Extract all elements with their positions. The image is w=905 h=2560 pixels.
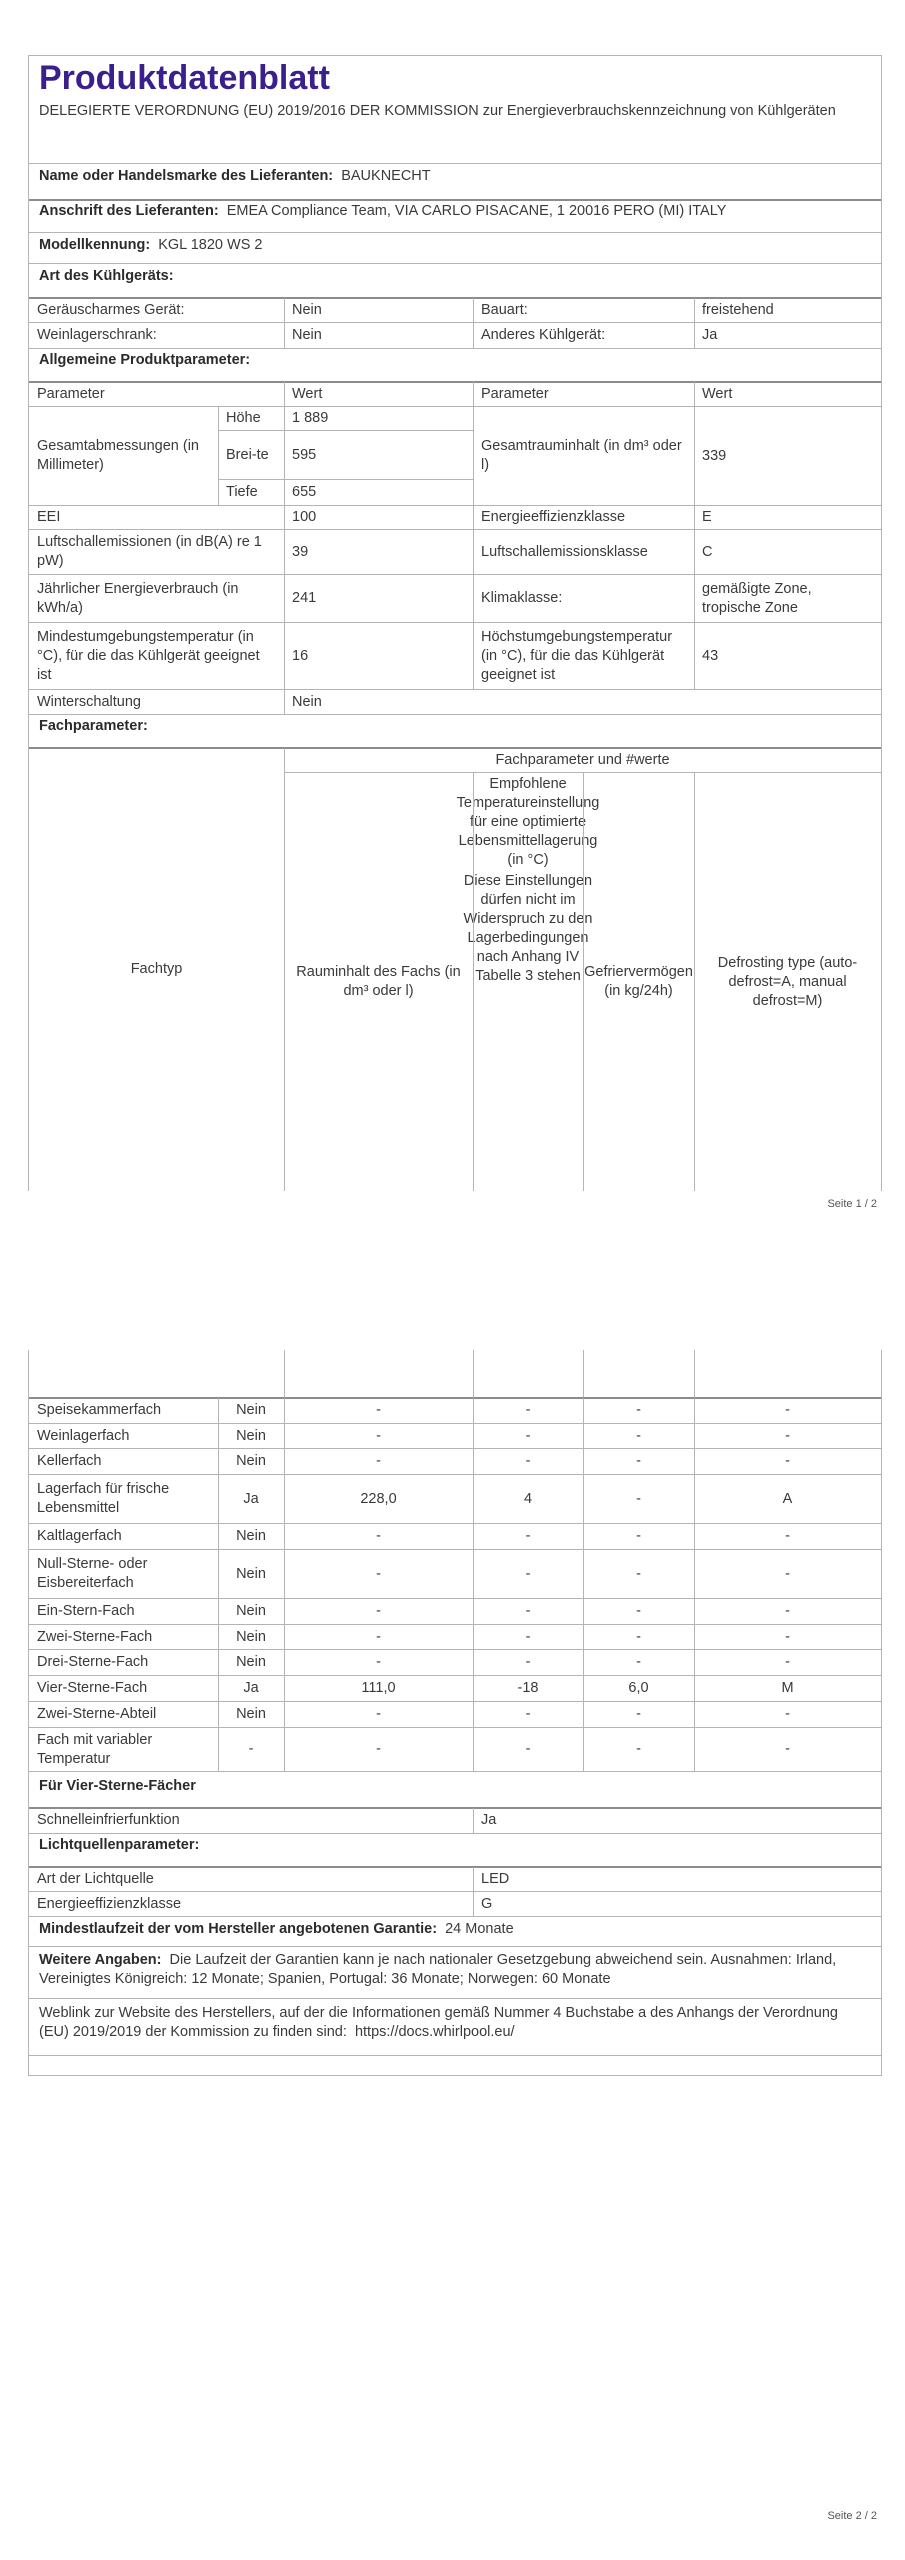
value-header-2: Wert bbox=[702, 385, 733, 402]
climate-class-label: Klimaklasse: bbox=[481, 590, 563, 606]
compartment-temp-setting: - bbox=[525, 1603, 531, 1619]
general-params-heading: Allgemeine Produktparameter: bbox=[39, 352, 251, 368]
volume-header: Rauminhalt des Fachs (in dm³ oder l) bbox=[296, 964, 461, 999]
compartment-temp-setting: 4 bbox=[523, 1490, 533, 1507]
compartment-freezing-capacity: - bbox=[636, 1603, 641, 1619]
compartment-volume: - bbox=[376, 1565, 381, 1582]
further-info-text: Die Laufzeit der Garantien kann je nach nationaler Gesetzgebung abweichend sein. Ausnahmen: Irland, Vereinigtes Königreich: 12 Monate; Spanien, Portugal: 36 Monate; Norwegen: 60 Monate bbox=[39, 1952, 837, 1987]
compartment-present: Nein bbox=[236, 1628, 266, 1645]
compartment-defrost-type: - bbox=[785, 1528, 790, 1544]
warranty-value: 24 Monate bbox=[445, 1921, 514, 1937]
compartment-temp-setting: - bbox=[525, 1565, 531, 1582]
compartment-present: Nein bbox=[236, 1402, 266, 1418]
compartment-temp-setting: - bbox=[525, 1402, 531, 1418]
fast-freeze-value: Ja bbox=[481, 1812, 497, 1828]
noise-label: Luftschallemissionen (in dB(A) re 1 pW) bbox=[37, 534, 262, 569]
compartment-name: Ein-Stern-Fach bbox=[37, 1603, 135, 1619]
wine-cabinet-value: Nein bbox=[292, 327, 322, 343]
compartment-name: Lagerfach für frische Lebensmittel bbox=[37, 1481, 170, 1516]
compartment-freezing-capacity: - bbox=[636, 1741, 641, 1757]
width-value: 595 bbox=[292, 446, 317, 463]
datasheet-part-1 bbox=[28, 55, 882, 1191]
compartment-freezing-capacity: - bbox=[636, 1654, 641, 1670]
compartment-name: Fach mit variabler Temperatur bbox=[37, 1731, 153, 1767]
design-type-label: Bauart: bbox=[481, 301, 528, 318]
eei-value: 100 bbox=[292, 509, 317, 525]
compartment-present: Ja bbox=[243, 1680, 259, 1696]
appliance-type-heading: Art des Kühlgeräts: bbox=[39, 268, 174, 284]
total-volume-value: 339 bbox=[702, 447, 727, 464]
compartment-volume: - bbox=[376, 1427, 381, 1444]
compartment-name: Null-Sterne- oder Eisbereiterfach bbox=[37, 1556, 148, 1591]
weblink-text: Weblink zur Website des Herstellers, auf der die Informationen gemäß Nummer 4 Buchstabe a des Anhangs der Verordnung (EU) 2019/2019 der Kommission zu finden sind: bbox=[39, 2005, 839, 2040]
light-source-type-label: Art der Lichtquelle bbox=[37, 1870, 154, 1887]
compartment-present: Nein bbox=[236, 1654, 266, 1670]
compartment-freezing-capacity: 6,0 bbox=[628, 1680, 649, 1696]
compartment-defrost-type: - bbox=[785, 1654, 790, 1670]
compartment-freezing-capacity: - bbox=[636, 1490, 641, 1507]
supplier-address-value: EMEA Compliance Team, VIA CARLO PISACANE, 1 20016 PERO (MI) ITALY bbox=[226, 203, 727, 219]
depth-value: 655 bbox=[292, 484, 317, 500]
weblink-info bbox=[29, 2004, 881, 2042]
compartment-defrost-type: - bbox=[785, 1453, 790, 1469]
compartment-present: Nein bbox=[236, 1706, 266, 1722]
compartment-defrost-type: - bbox=[785, 1565, 790, 1582]
design-type-value: freistehend bbox=[702, 301, 774, 318]
wine-cabinet-label: Weinlagerschrank: bbox=[37, 327, 157, 343]
compartment-volume: 111,0 bbox=[361, 1680, 396, 1696]
compartment-type-header: Fachtyp bbox=[130, 961, 183, 977]
compartment-volume: - bbox=[376, 1453, 381, 1469]
compartment-defrost-type: - bbox=[785, 1741, 790, 1757]
page-2 bbox=[0, 1330, 905, 2560]
compartment-volume: - bbox=[376, 1628, 381, 1645]
compartment-present: - bbox=[248, 1741, 254, 1757]
noise-value: 39 bbox=[292, 543, 309, 560]
temp-setting-header-b: Diese Einstellungen dürfen nicht im Widerspruch zu den Lagerbedingungen nach Anhang IV Tabelle 3 stehen bbox=[463, 873, 593, 984]
compartment-name: Zwei-Sterne-Fach bbox=[37, 1628, 153, 1645]
further-info bbox=[29, 1951, 881, 1989]
compartment-freezing-capacity: - bbox=[636, 1427, 641, 1444]
compartment-name: Vier-Sterne-Fach bbox=[37, 1680, 148, 1696]
compartment-present: Nein bbox=[236, 1565, 266, 1582]
compartment-temp-setting: - bbox=[525, 1427, 531, 1444]
compartment-defrost-type: A bbox=[782, 1490, 793, 1507]
compartment-name: Drei-Sterne-Fach bbox=[37, 1654, 149, 1670]
compartment-volume: - bbox=[376, 1402, 381, 1418]
compartment-temp-setting: - bbox=[525, 1654, 531, 1670]
compartment-freezing-capacity: - bbox=[636, 1565, 641, 1582]
regulation-text: DELEGIERTE VERORDNUNG (EU) 2019/2016 DER KOMMISSION zur Energieverbrauchskennzeichnung von Kühlgeräten bbox=[39, 103, 836, 119]
compartment-volume: - bbox=[376, 1654, 381, 1670]
compartment-present: Nein bbox=[236, 1528, 266, 1544]
low-noise-label: Geräuscharmes Gerät: bbox=[37, 301, 185, 318]
width-label: Brei-te bbox=[226, 446, 269, 463]
supplier-name-value: BAUKNECHT bbox=[341, 168, 431, 184]
total-volume-label: Gesamtrauminhalt (in dm³ oder l) bbox=[481, 438, 682, 473]
light-energy-class-value: G bbox=[481, 1895, 493, 1912]
compartment-freezing-capacity: - bbox=[636, 1453, 641, 1469]
depth-label: Tiefe bbox=[226, 484, 258, 500]
eei-label: EEI bbox=[37, 509, 61, 525]
max-ambient-temp-value: 43 bbox=[702, 647, 719, 664]
compartment-temp-setting: - bbox=[525, 1528, 531, 1544]
compartment-temp-setting: - bbox=[525, 1453, 531, 1469]
header bbox=[29, 58, 881, 121]
compartment-freezing-capacity: - bbox=[636, 1706, 641, 1722]
supplier-address-label: Anschrift des Lieferanten: bbox=[39, 203, 219, 219]
energy-class-value: E bbox=[702, 509, 712, 525]
warranty-label: Mindestlaufzeit der vom Hersteller angebotenen Garantie: bbox=[39, 1921, 438, 1937]
manufacturer-weblink[interactable]: https://docs.whirlpool.eu/ bbox=[354, 2024, 515, 2040]
compartment-temp-setting: - bbox=[525, 1741, 531, 1757]
compartment-present: Nein bbox=[236, 1603, 266, 1619]
compartment-temp-setting: - bbox=[525, 1706, 531, 1722]
warranty-row bbox=[29, 1920, 881, 1939]
min-ambient-temp-value: 16 bbox=[292, 647, 309, 664]
param-header: Parameter bbox=[37, 385, 105, 402]
compartment-name: Weinlagerfach bbox=[37, 1427, 130, 1444]
low-noise-value: Nein bbox=[292, 301, 322, 318]
freezing-capacity-header: Gefriervermögen (in kg/24h) bbox=[584, 964, 693, 999]
compartment-volume: - bbox=[376, 1603, 381, 1619]
supplier-name-label: Name oder Handelsmarke des Lieferanten: bbox=[39, 168, 334, 184]
compartment-name: Kellerfach bbox=[37, 1453, 102, 1469]
supplier-address-row bbox=[29, 202, 881, 221]
compartment-volume: - bbox=[376, 1528, 381, 1544]
annual-consumption-value: 241 bbox=[292, 590, 317, 606]
page-number-1: Seite 1 / 2 bbox=[827, 1198, 877, 1210]
compartment-defrost-type: - bbox=[785, 1427, 790, 1444]
dimensions-label: Gesamtabmessungen (in Millimeter) bbox=[37, 438, 199, 473]
fast-freeze-label: Schnelleinfrierfunktion bbox=[37, 1812, 180, 1828]
compartment-volume: - bbox=[376, 1706, 381, 1722]
compartment-defrost-type: - bbox=[785, 1706, 790, 1722]
param-header-2: Parameter bbox=[481, 385, 549, 402]
further-info-label: Weitere Angaben: bbox=[39, 1952, 162, 1968]
height-value: 1 889 bbox=[292, 410, 329, 426]
compartment-present: Nein bbox=[236, 1453, 266, 1469]
datasheet-part-2 bbox=[28, 1350, 882, 2076]
light-source-heading: Lichtquellenparameter: bbox=[39, 1837, 200, 1853]
model-row bbox=[29, 236, 881, 255]
winter-setting-value: Nein bbox=[292, 693, 322, 710]
compartment-freezing-capacity: - bbox=[636, 1628, 641, 1645]
supplier-name-row bbox=[29, 167, 881, 186]
min-ambient-temp-label: Mindestumgebungstemperatur (in °C), für die das Kühlgerät geeignet ist bbox=[37, 628, 260, 683]
defrost-type-header: Defrosting type (auto-defrost=A, manual defrost=M) bbox=[717, 954, 858, 1009]
page-title: Produktdatenblatt bbox=[39, 59, 330, 97]
compartment-defrost-type: M bbox=[781, 1680, 794, 1696]
four-star-heading: Für Vier-Sterne-Fächer bbox=[39, 1778, 196, 1794]
page-1 bbox=[0, 0, 905, 1240]
height-label: Höhe bbox=[226, 410, 261, 426]
light-source-type-value: LED bbox=[481, 1870, 510, 1887]
temp-setting-header bbox=[456, 773, 600, 1191]
compartment-temp-setting: - bbox=[525, 1628, 531, 1645]
compartment-volume: - bbox=[376, 1741, 381, 1757]
noise-class-value: C bbox=[702, 543, 713, 560]
other-appliance-value: Ja bbox=[702, 327, 718, 343]
compartment-defrost-type: - bbox=[785, 1402, 790, 1418]
light-energy-class-label: Energieeffizienzklasse bbox=[37, 1895, 182, 1912]
compartment-volume: 228,0 bbox=[360, 1490, 397, 1507]
compartment-params-heading: Fachparameter: bbox=[39, 718, 148, 734]
annual-consumption-label: Jährlicher Energieverbrauch (in kWh/a) bbox=[37, 580, 239, 616]
compartment-present: Ja bbox=[243, 1490, 259, 1507]
climate-class-value: gemäßigte Zone, tropische Zone bbox=[702, 580, 812, 616]
compartment-name: Speisekammerfach bbox=[37, 1402, 162, 1418]
compartment-present: Nein bbox=[236, 1427, 266, 1444]
model-label: Modellkennung: bbox=[39, 237, 151, 253]
compartment-defrost-type: - bbox=[785, 1628, 790, 1645]
compartment-group-header: Fachparameter und #werte bbox=[495, 751, 670, 768]
compartment-freezing-capacity: - bbox=[636, 1402, 641, 1418]
other-appliance-label: Anderes Kühlgerät: bbox=[481, 327, 606, 343]
value-header: Wert bbox=[292, 385, 323, 402]
compartment-temp-setting: -18 bbox=[517, 1680, 539, 1696]
compartment-defrost-type: - bbox=[785, 1603, 790, 1619]
compartment-freezing-capacity: - bbox=[636, 1528, 641, 1544]
compartment-name: Kaltlagerfach bbox=[37, 1528, 122, 1544]
energy-class-label: Energieeffizienzklasse bbox=[481, 509, 626, 525]
noise-class-label: Luftschallemissionsklasse bbox=[481, 543, 648, 560]
winter-setting-label: Winterschaltung bbox=[37, 693, 141, 710]
page-number-2: Seite 2 / 2 bbox=[827, 2510, 877, 2522]
max-ambient-temp-label: Höchstumgebungstemperatur (in °C), für die das Kühlgerät geeignet ist bbox=[481, 628, 673, 683]
compartment-name: Zwei-Sterne-Abteil bbox=[37, 1706, 157, 1722]
model-value: KGL 1820 WS 2 bbox=[158, 237, 263, 253]
temp-setting-header-a: Empfohlene Temperatureinstellung für eine optimierte Lebensmittellagerung (in °C) bbox=[456, 776, 600, 868]
